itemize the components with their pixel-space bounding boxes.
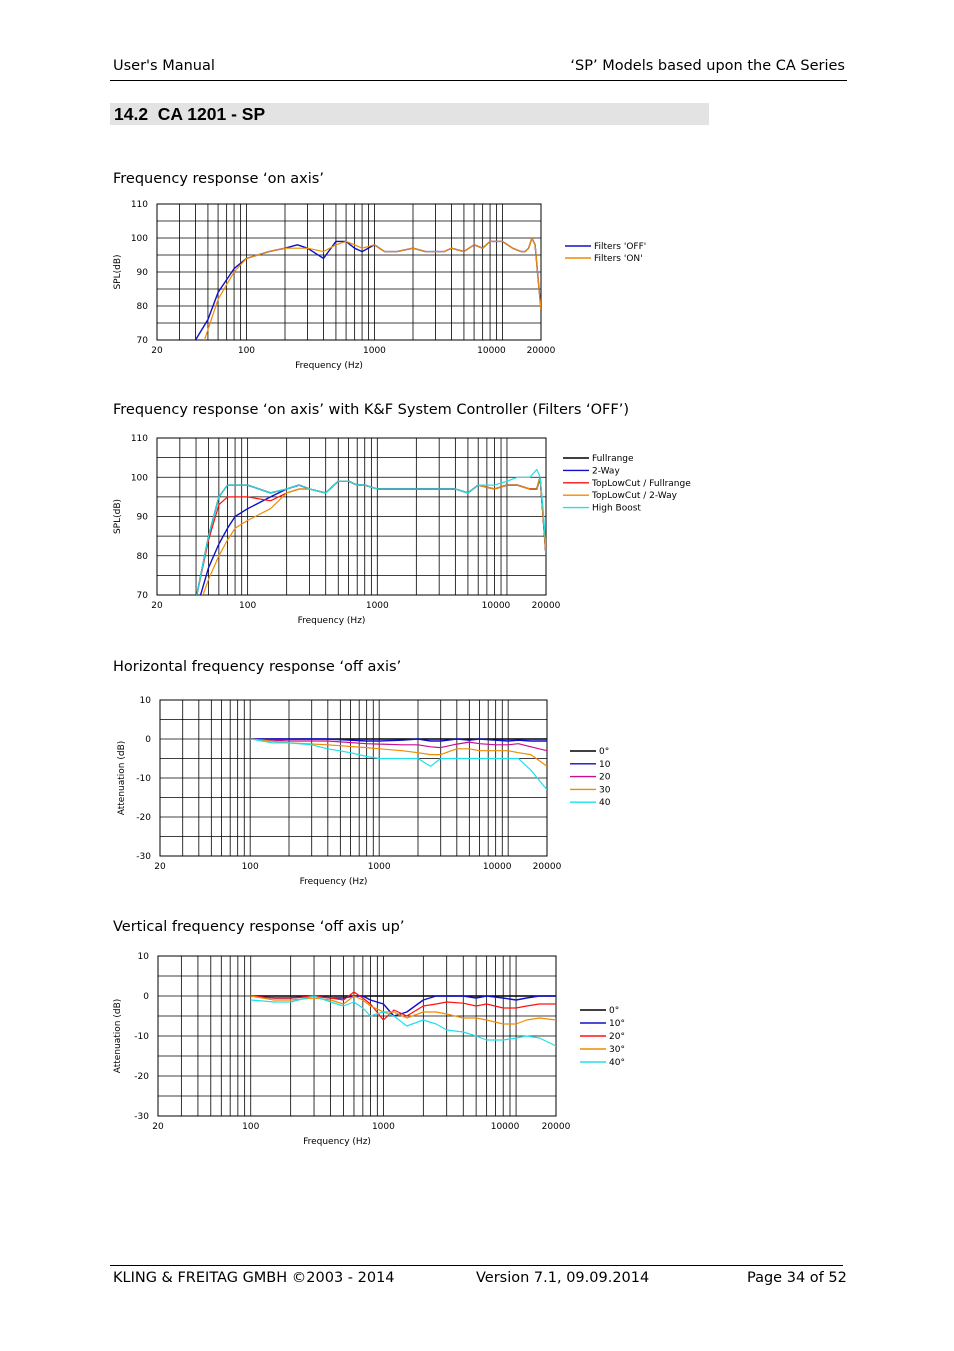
- x-tick-label: 20000: [531, 601, 561, 611]
- y-tick-label: 0: [145, 735, 151, 745]
- legend-label: 40: [599, 798, 611, 809]
- x-axis-label: Frequency (Hz): [295, 361, 363, 371]
- chart-on-axis-controller: [0, 425, 760, 635]
- y-tick-label: 80: [136, 551, 148, 562]
- y-tick-label: 70: [136, 591, 148, 601]
- series-line-2: [157, 477, 546, 635]
- y-axis-label: Attenuation (dB): [117, 740, 127, 816]
- y-tick-label: -20: [134, 1072, 149, 1082]
- y-axis-label: Attenuation (dB): [113, 998, 123, 1074]
- header-left: User's Manual: [113, 58, 215, 74]
- y-tick-label: 70: [136, 336, 148, 346]
- header-rule: [110, 80, 847, 81]
- section-heading: [114, 103, 265, 125]
- x-tick-label: 10000: [477, 346, 506, 356]
- x-axis-label: Frequency (Hz): [299, 877, 368, 887]
- legend-label: 10°: [609, 1019, 625, 1029]
- legend-label: 40°: [609, 1058, 625, 1068]
- legend-label: TopLowCut / 2-Way: [592, 491, 677, 502]
- x-tick-label: 10000: [481, 601, 511, 611]
- x-tick-label: 10000: [490, 1122, 520, 1132]
- y-tick-label: -30: [136, 852, 151, 862]
- legend-label: Fullrange: [592, 454, 634, 464]
- legend-label: 0°: [609, 1006, 620, 1016]
- y-tick-label: 90: [136, 512, 148, 523]
- x-tick-label: 1000: [367, 862, 391, 872]
- x-tick-label: 10000: [482, 862, 512, 872]
- chart-horizontal-off-axis: [0, 688, 760, 893]
- x-tick-label: 20000: [532, 862, 562, 872]
- x-tick-label: 1000: [365, 601, 389, 611]
- caption-horizontal-off-axis: Horizontal frequency response ‘off axis’: [113, 659, 402, 675]
- y-tick-label: 10: [137, 952, 149, 962]
- section-number: 14.2: [114, 104, 149, 124]
- x-axis-label: Frequency (Hz): [297, 616, 366, 626]
- legend-label: 2-Way: [592, 466, 620, 477]
- x-tick-label: 20: [151, 601, 163, 611]
- legend-label: TopLowCut / Fullrange: [592, 478, 691, 489]
- chart-on-axis: [0, 190, 760, 385]
- x-tick-label: 20: [152, 1122, 164, 1132]
- x-tick-label: 20: [154, 862, 166, 872]
- x-tick-label: 20000: [526, 346, 556, 356]
- y-axis-label: SPL(dB): [113, 498, 123, 535]
- y-tick-label: 80: [136, 302, 148, 312]
- legend-label: 0°: [599, 747, 610, 757]
- x-tick-label: 20: [151, 346, 163, 356]
- series-line-1: [157, 477, 546, 635]
- y-axis-label: SPL(dB): [113, 254, 123, 290]
- x-tick-label: 20000: [541, 1122, 571, 1132]
- legend-label: Filters 'ON': [594, 254, 643, 264]
- y-tick-label: 100: [130, 473, 148, 484]
- chart-vertical-off-axis: [0, 945, 760, 1155]
- series-line-3: [157, 477, 546, 635]
- header-right: ‘SP’ Models based upon the CA Series: [570, 58, 845, 74]
- legend-label: Filters 'OFF': [594, 242, 647, 252]
- footer-company: KLING & FREITAG GMBH ©2003 - 2014: [113, 1270, 395, 1286]
- legend-label: 10: [599, 759, 611, 770]
- x-tick-label: 100: [237, 346, 256, 356]
- x-axis-label: Frequency (Hz): [303, 1137, 371, 1147]
- y-tick-label: 110: [130, 434, 148, 444]
- x-tick-label: 1000: [371, 1122, 395, 1132]
- y-tick-label: -10: [134, 1032, 149, 1042]
- y-tick-label: 90: [136, 268, 148, 278]
- legend-label: High Boost: [592, 503, 641, 514]
- x-tick-label: 100: [239, 601, 257, 611]
- section-title: CA 1201 - SP: [157, 104, 266, 124]
- y-tick-label: 0: [143, 992, 149, 1002]
- legend-label: 30°: [609, 1045, 625, 1055]
- y-tick-label: 100: [130, 234, 148, 244]
- y-tick-label: -10: [136, 774, 151, 784]
- legend-label: 30: [599, 785, 611, 796]
- legend-label: 20: [599, 772, 611, 783]
- y-tick-label: -30: [134, 1112, 149, 1122]
- x-tick-label: 100: [241, 862, 259, 872]
- legend-label: 20°: [609, 1032, 625, 1042]
- footer-page: Page 34 of 52: [747, 1270, 847, 1286]
- y-tick-label: 10: [139, 696, 151, 706]
- footer-rule: [110, 1265, 843, 1266]
- series-line-0: [157, 477, 546, 635]
- caption-vertical-off-axis: Vertical frequency response ‘off axis up’: [113, 919, 405, 935]
- caption-on-axis-controller: Frequency response ‘on axis’ with K&F System Controller (Filters ‘OFF’): [113, 402, 629, 418]
- y-tick-label: 110: [130, 200, 148, 210]
- x-tick-label: 100: [242, 1122, 260, 1132]
- y-tick-label: -20: [136, 813, 151, 823]
- caption-on-axis: Frequency response ‘on axis’: [113, 171, 324, 187]
- footer-version: Version 7.1, 09.09.2014: [476, 1270, 650, 1286]
- x-tick-label: 1000: [363, 346, 386, 356]
